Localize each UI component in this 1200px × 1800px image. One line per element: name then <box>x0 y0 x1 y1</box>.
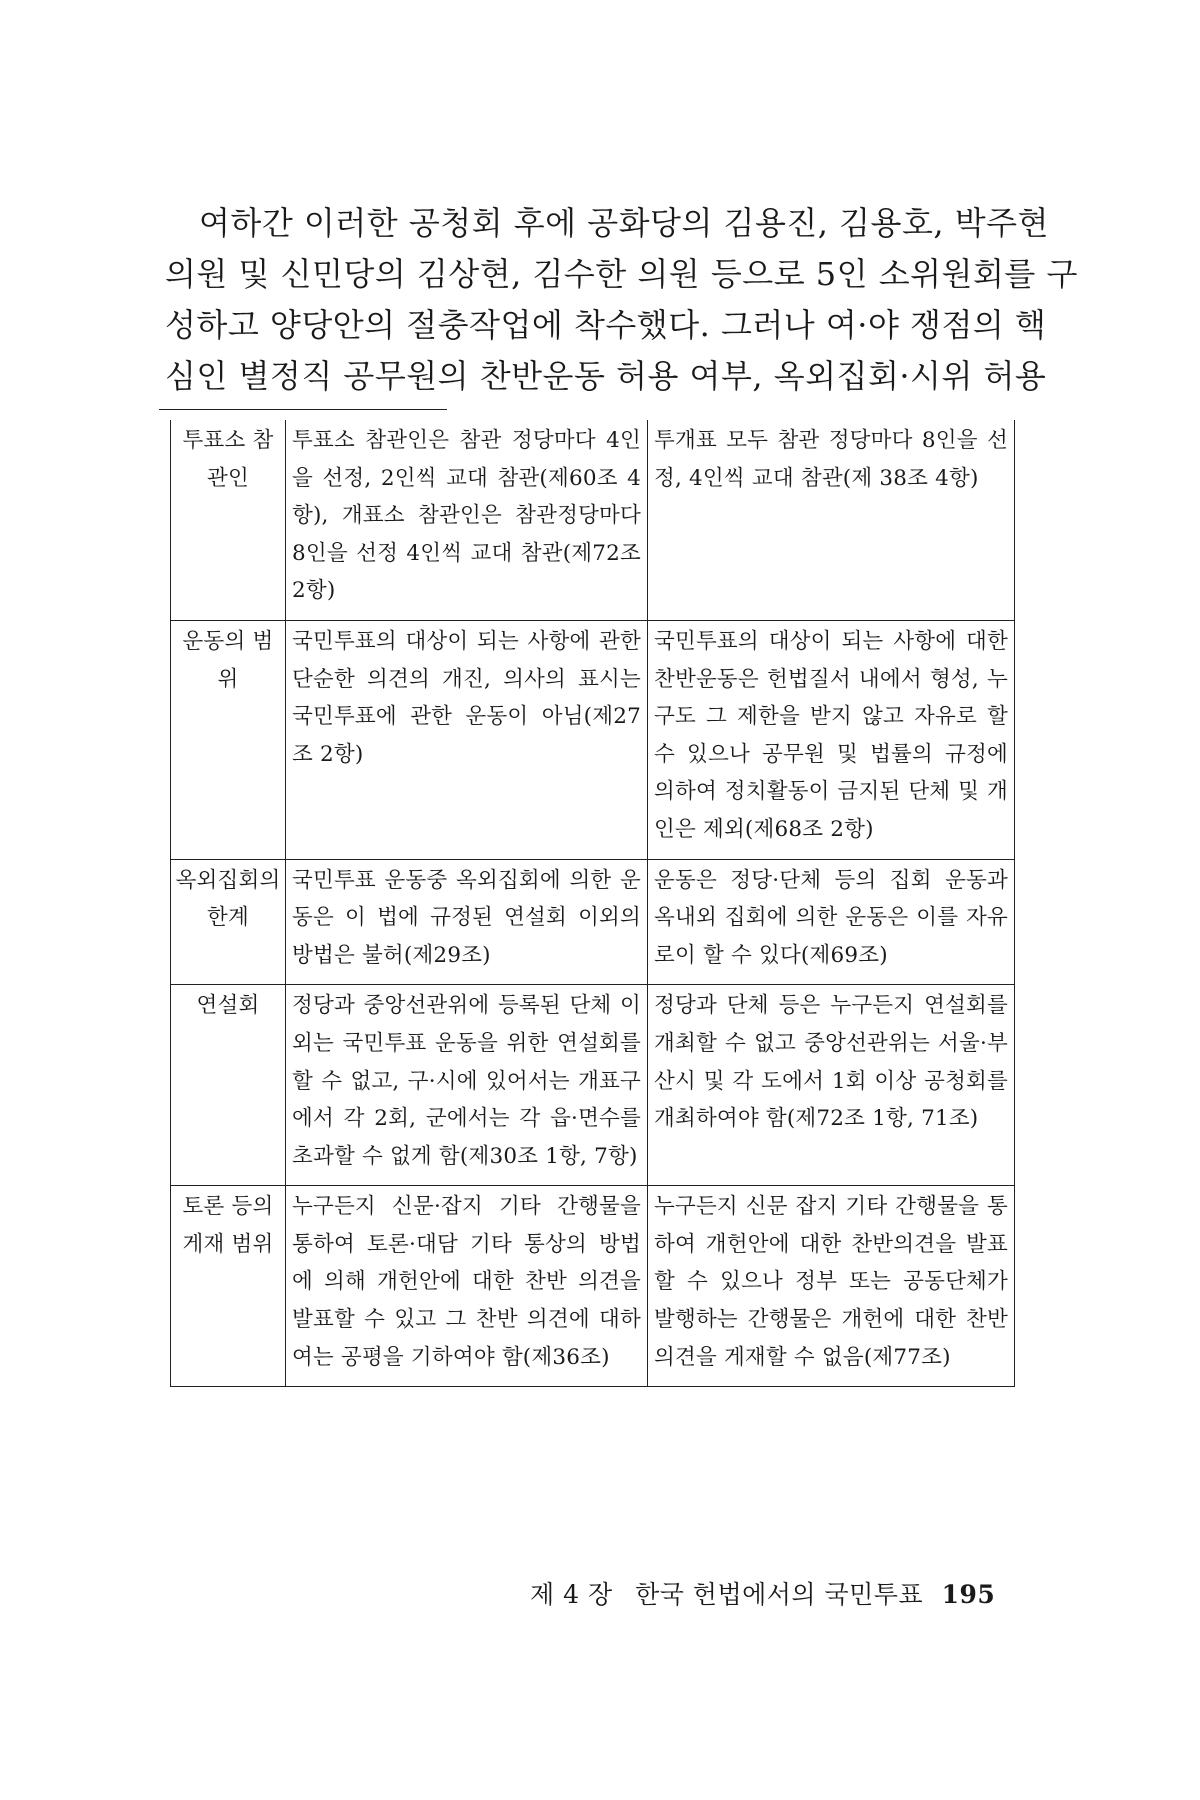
row-label: 연설회 <box>171 985 286 1186</box>
page-number: 195 <box>941 1580 996 1609</box>
table-row <box>171 1186 1015 1387</box>
cell-column-1: 국민투표 운동중 옥외집회에 의한 운동은 이 법에 규정된 연설회 이외의 방법은 불허(제29조) <box>286 859 648 985</box>
row-label: 투표소 참관인 <box>171 420 286 620</box>
cell-column-1: 누구든지 신문·잡지 기타 간행물을 통하여 토론·대담 기타 통상의 방법에 의해 개헌안에 대한 찬반 의견을 발표할 수 있고 그 찬반 의견에 대하여는 공평을 기하여야 함(제36조) <box>286 1186 648 1387</box>
row-label: 토론 등의 게재 범위 <box>171 1186 286 1387</box>
section-divider <box>159 409 447 410</box>
body-line: 성하고 양당안의 절충작업에 착수했다. 그러나 여·야 쟁점의 핵 <box>165 306 1047 344</box>
table-row <box>171 620 1015 859</box>
cell-column-2: 누구든지 신문 잡지 기타 간행물을 통하여 개헌안에 대한 찬반의견을 발표할 수 있으나 정부 또는 공동단체가 발행하는 간행물은 개헌에 대한 찬반의견을 게재할 수 없음(제77조) <box>648 1186 1015 1387</box>
body-line: 심인 별정직 공무원의 찬반운동 허용 여부, 옥외집회·시위 허용 <box>165 357 1047 395</box>
table-row <box>171 985 1015 1186</box>
page-footer <box>530 1575 1000 1611</box>
cell-column-1: 투표소 참관인은 참관 정당마다 4인을 선정, 2인씩 교대 참관(제60조 4항), 개표소 참관인은 참관정당마다 8인을 선정 4인씩 교대 참관(제72조 2항) <box>286 420 648 620</box>
table-row <box>171 420 1015 620</box>
cell-column-2: 투개표 모두 참관 정당마다 8인을 선정, 4인씩 교대 참관(제 38조 4항) <box>648 420 1015 620</box>
cell-column-2: 국민투표의 대상이 되는 사항에 대한 찬반운동은 헌법질서 내에서 형성, 누구도 그 제한을 받지 않고 자유로 할 수 있으나 공무원 및 법률의 규정에 의하여 정치활동이 금지된 단체 및 개인은 제외(제68조 2항) <box>648 620 1015 859</box>
table-row <box>171 859 1015 985</box>
body-line: 의원 및 신민당의 김상현, 김수한 의원 등으로 5인 소위원회를 구 <box>165 255 1078 293</box>
cell-column-2: 정당과 단체 등은 누구든지 연설회를 개최할 수 없고 중앙선관위는 서울·부산시 및 각 도에서 1회 이상 공청회를 개최하여야 함(제72조 1항, 71조) <box>648 985 1015 1186</box>
cell-column-1: 정당과 중앙선관위에 등록된 단체 이외는 국민투표 운동을 위한 연설회를 할 수 없고, 구·시에 있어서는 개표구에서 각 2회, 군에서는 각 읍·면수를 초과할 수 없게 함(제30조 1항, 7항) <box>286 985 648 1186</box>
chapter-title: 한국 헌법에서의 국민투표 <box>635 1580 924 1609</box>
cell-column-2: 운동은 정당·단체 등의 집회 운동과 옥내외 집회에 의한 운동은 이를 자유로이 할 수 있다(제69조) <box>648 859 1015 985</box>
body-line: 여하간 이러한 공청회 후에 공화당의 김용진, 김용호, 박주현 <box>199 204 1049 242</box>
row-label: 옥외집회의 한계 <box>171 859 286 985</box>
body-paragraph <box>165 198 1078 402</box>
chapter-label: 제 4 장 <box>530 1580 613 1609</box>
comparison-table <box>170 420 1015 1387</box>
cell-column-1: 국민투표의 대상이 되는 사항에 관한 단순한 의견의 개진, 의사의 표시는 국민투표에 관한 운동이 아님(제27조 2항) <box>286 620 648 859</box>
row-label: 운동의 범위 <box>171 620 286 859</box>
